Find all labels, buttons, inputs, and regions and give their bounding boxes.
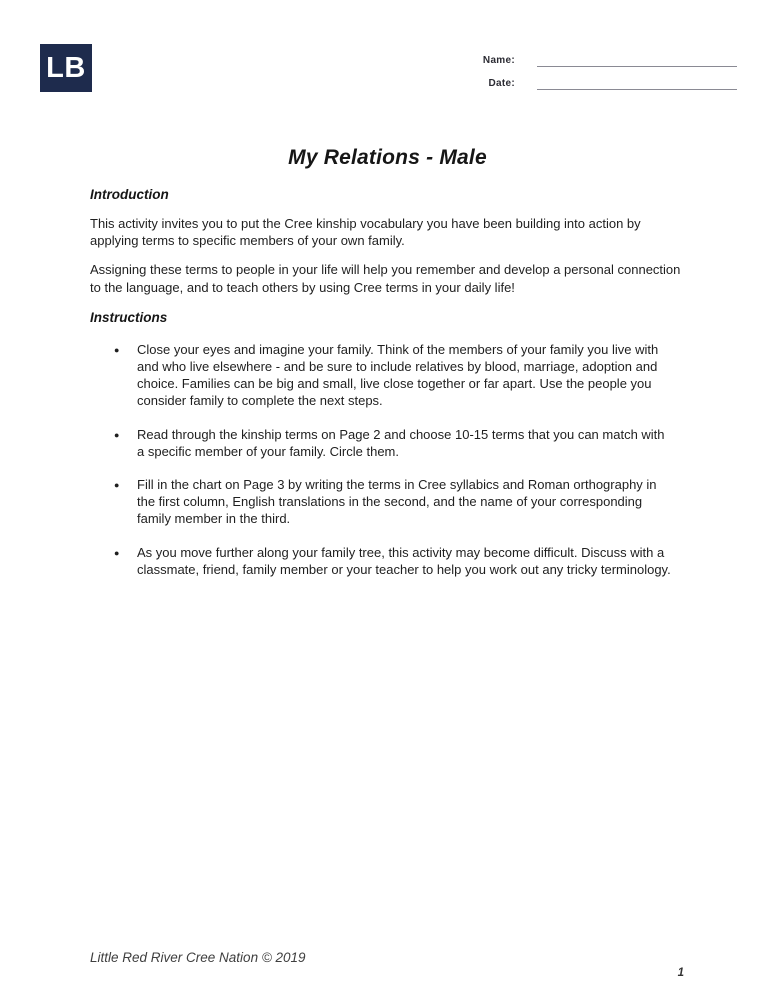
instruction-item: ● Close your eyes and imagine your family. Think of the members of your family you live with and who live elsewhere - and be sure to include relatives by blood, marriage, adoption and choice. Families can be big and small, live close together or far apart. Use the people you consider family to complete the next steps.	[121, 341, 673, 410]
instruction-item: ● Read through the kinship terms on Page 2 and choose 10-15 terms that you can match with a specific member of your family. Circle them.	[121, 426, 673, 460]
instructions-heading: Instructions	[90, 309, 168, 325]
introduction-paragraph: Assigning these terms to people in your life will help you remember and develop a personal connection to the language, and to teach others by using Cree terms in your daily life!	[90, 262, 681, 295]
page-number: 1	[677, 967, 684, 979]
name-label: Name:	[482, 55, 515, 66]
instructions-list	[90, 341, 685, 578]
lb-logo-text: LB	[46, 51, 86, 84]
date-label: Date:	[488, 78, 515, 89]
introduction-heading: Introduction	[90, 187, 169, 202]
footer-credit: Little Red River Cree Nation © 2019	[90, 950, 306, 965]
introduction-paragraph: This activity invites you to put the Cree kinship vocabulary you have been building into action by applying terms to specific members of your own family.	[90, 216, 641, 249]
instruction-item: ● Fill in the chart on Page 3 by writing the terms in Cree syllabics and Roman orthography in the first column, English translations in the second, and the name of your corresponding family member in the third.	[121, 476, 673, 528]
page-title: My Relations - Male	[288, 146, 487, 169]
instruction-item: ● As you move further along your family tree, this activity may become difficult. Discuss with a classmate, friend, family member or your teacher to help you work out any tricky terminology.	[121, 544, 673, 578]
